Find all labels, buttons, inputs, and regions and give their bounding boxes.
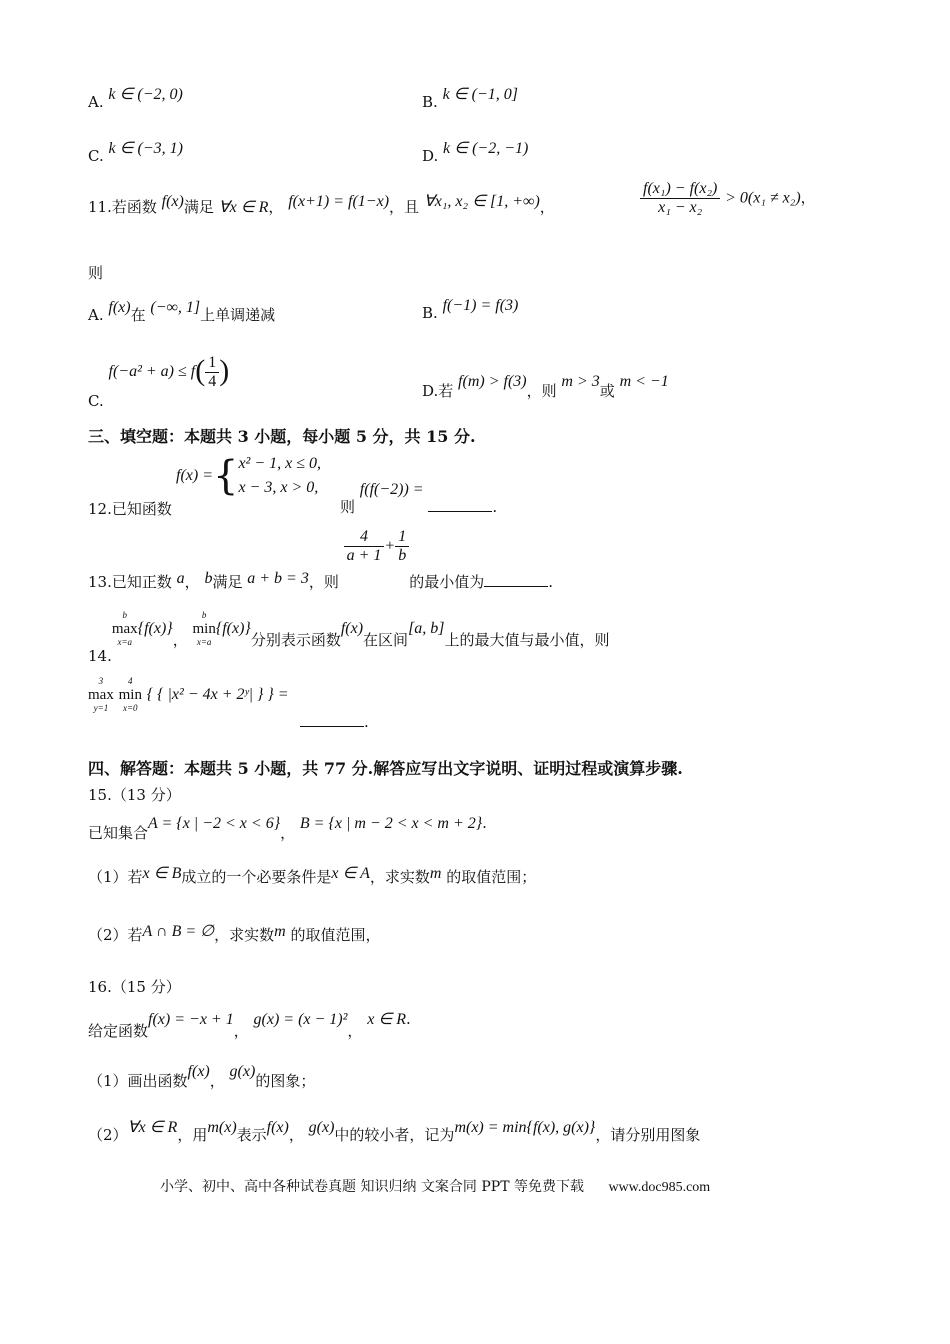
q11-option-d: D.若 f(m) > f(3)，则 m > 3或 m < −1 (422, 373, 669, 400)
q12-expr: 则 f(f(−2)) = . (340, 481, 498, 516)
q11-option-c: C. f(−a² + a) ≤ f( $\frac{1}{4}$ ) (88, 353, 230, 410)
option-label: D. (422, 147, 439, 165)
q11-option-a: A. f(x)在 (−∞, 1]上单调递减 (88, 299, 276, 324)
option-math: k ∈ (−1, 0] (442, 86, 518, 103)
question-13: 13.已知正数 a， b满足 a + b = 3，则 $\frac{4}{a + 1}$ + $\frac{1}{b}$ 的最小值为 . (88, 528, 554, 591)
q14-answer: . (300, 712, 369, 731)
footer-text: 小学、初中、高中各种试卷真题 知识归纳 文案合同 PPT 等免费下载 (160, 1179, 584, 1195)
q15-heading: 15.（13 分） (88, 786, 181, 804)
question-12: 12.已知函数 (88, 500, 172, 518)
section-heading-solutions: 四、解答题：本题共 5 小题，共 77 分.解答应写出文字说明、证明过程或演算步骤. (88, 759, 683, 778)
q11-option-b: B. f(−1) = f(3) (422, 297, 519, 322)
q15-part-1: （1）若x ∈ B成立的一个必要条件是x ∈ A，求实数m 的取值范围； (88, 865, 537, 886)
section-heading-fill-in: 三、填空题：本题共 3 小题，每小题 5 分，共 15 分. (88, 427, 476, 446)
question-11-stem: 11.若函数 f(x)满足 ∀x ∈ R， f(x+1) = f(1−x)，且 ∀x₁, x₂ ∈ [1, +∞)， (88, 193, 555, 216)
q16-part-1: （1）画出函数f(x)， g(x)的图象； (88, 1063, 316, 1090)
q10-option-b (422, 84, 518, 111)
q15-part-2: （2）若A ∩ B = ∅，求实数m 的取值范围， (88, 923, 381, 944)
q11-fraction: $\frac{\text{f(x₁) − f(x₂)}}{\text{x₁ − x₂}}$ > 0(x₁ ≠ x₂)， (640, 180, 816, 217)
q10-option-a (88, 84, 183, 111)
q12-piecewise: f(x) ={ x² − 1, x ≤ 0, x − 3, x > 0, (176, 453, 322, 499)
option-label: B. (422, 93, 438, 111)
q10-option-c (88, 138, 183, 165)
q10-option-d (422, 138, 529, 165)
answer-blank (484, 572, 548, 587)
option-label: C. (88, 147, 104, 165)
q11-then: 则 (88, 264, 104, 282)
q16-stem: 给定函数f(x) = −x + 1， g(x) = (x − 1)²， x ∈ R. (88, 1010, 411, 1040)
answer-blank (428, 497, 492, 512)
option-math: k ∈ (−3, 1) (108, 140, 183, 157)
option-math: k ∈ (−2, 0) (108, 86, 183, 103)
footer-link[interactable]: www.doc985.com (608, 1180, 711, 1195)
q15-stem: 已知集合A = {x | −2 < x < 6}， B = {x | m − 2 < x < m + 2}. (88, 814, 487, 842)
answer-blank (300, 712, 364, 727)
q16-heading: 16.（15 分） (88, 978, 181, 996)
question-14: 14. b max x=a {f(x)}， b min x=a {f(x)}分别表示函数f(x)在区间[a, b]上的最大值与最小值，则 (88, 610, 610, 665)
q16-part-2: （2）∀x ∈ R，用m(x)表示f(x)， g(x)中的较小者，记为m(x) = min{f(x), g(x)}，请分别用图象 (88, 1119, 701, 1144)
option-label: A. (88, 93, 104, 111)
option-math: k ∈ (−2, −1) (443, 140, 529, 157)
q14-expression: 3 max y=1 4 min x=0 { { |x² − 4x + 2ʸ| } } = (88, 676, 289, 713)
footer (160, 1176, 710, 1196)
